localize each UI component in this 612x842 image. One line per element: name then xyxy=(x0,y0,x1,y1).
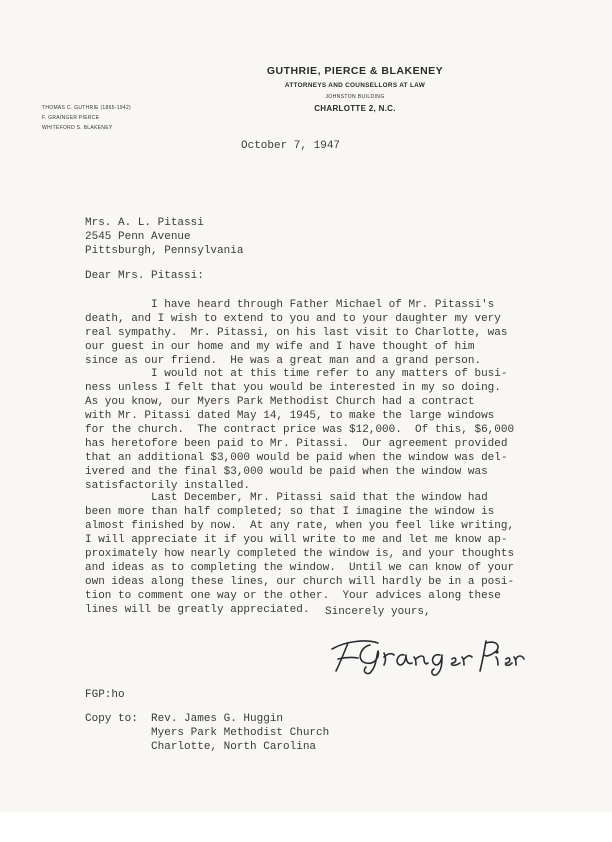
text-line: I have heard through Father Michael of Mr. Pitassi's xyxy=(85,299,495,311)
text-line: As you know, our Myers Park Methodist Church had a contract xyxy=(85,396,475,408)
text-line: that an additional $3,000 would be paid when the window was del- xyxy=(85,452,508,464)
text-line: with Mr. Pitassi dated May 14, 1945, to make the large windows xyxy=(85,410,495,422)
text-line: death, and I wish to extend to you and to your daughter my very xyxy=(85,313,501,325)
letterhead-profession: ATTORNEYS AND COUNSELLORS AT LAW xyxy=(284,82,426,89)
address-line: 2545 Penn Avenue xyxy=(85,231,191,243)
text-line: Last December, Mr. Pitassi said that the window had xyxy=(85,492,488,504)
copy-line: Charlotte, North Carolina xyxy=(85,741,317,753)
text-line: lines will be greatly appreciated. xyxy=(85,604,310,616)
text-line: for the church. The contract price was $12,000. Of this, $6,000 xyxy=(85,424,515,436)
address-line: Mrs. A. L. Pitassi xyxy=(85,217,204,229)
text-line: I would not at this time refer to any matters of busi- xyxy=(85,368,508,380)
text-line: ness unless I felt that you would be interested in my so doing. xyxy=(85,382,501,394)
text-line: been more than half completed; so that I imagine the window is xyxy=(85,506,495,518)
address-line: Pittsburgh, Pennsylvania xyxy=(85,245,244,257)
letterhead-city: CHARLOTTE 2, N.C. xyxy=(314,104,396,113)
copy-line: Copy to: Rev. James G. Huggin xyxy=(85,713,284,725)
text-line: has heretofore been paid to Mr. Pitassi. Our agreement provided xyxy=(85,438,508,450)
text-line: satisfactorily installed. xyxy=(85,480,251,492)
text-line: I will appreciate it if you will write to me and let me know ap- xyxy=(85,534,508,546)
recipient-address xyxy=(85,216,243,258)
salutation: Dear Mrs. Pitassi: xyxy=(85,270,204,282)
letterhead-building: JOHNSTON BUILDING xyxy=(325,94,385,100)
partner-name: WHITEFORD S. BLAKENEY xyxy=(42,125,113,131)
paragraph-condolence xyxy=(85,298,507,368)
text-line: own ideas along these lines, our church will hardly be in a posi- xyxy=(85,576,515,588)
text-line: almost finished by now. At any rate, when you feel like writing, xyxy=(85,520,515,532)
handwritten-signature xyxy=(326,627,526,677)
letterhead-partners xyxy=(42,103,131,133)
copy-line: Myers Park Methodist Church xyxy=(85,727,330,739)
copy-to-block xyxy=(85,712,329,754)
typist-initials: FGP:ho xyxy=(85,689,125,701)
letterhead-firm-name: GUTHRIE, PIERCE & BLAKENEY xyxy=(266,65,444,77)
text-line: real sympathy. Mr. Pitassi, on his last visit to Charlotte, was xyxy=(85,327,508,339)
text-line: and ideas as to completing the window. Until we can know of your xyxy=(85,562,515,574)
text-line: our guest in our home and my wife and I have thought of him xyxy=(85,341,475,353)
text-line: ivered and the final $3,000 would be paid when the window was xyxy=(85,466,488,478)
letter-date: October 7, 1947 xyxy=(241,140,341,152)
text-line: tion to comment one way or the other. Your advices along these xyxy=(85,590,501,602)
paragraph-contract xyxy=(85,367,514,493)
partner-name: THOMAS C. GUTHRIE (1865-1942) xyxy=(42,105,131,111)
text-line: proximately how nearly completed the window is, and your thoughts xyxy=(85,548,515,560)
partner-name: F. GRAINGER PIERCE xyxy=(42,115,100,121)
text-line: since as our friend. He was a great man and a grand person. xyxy=(85,355,482,367)
closing: Sincerely yours, xyxy=(325,606,431,618)
paragraph-request xyxy=(85,491,514,617)
